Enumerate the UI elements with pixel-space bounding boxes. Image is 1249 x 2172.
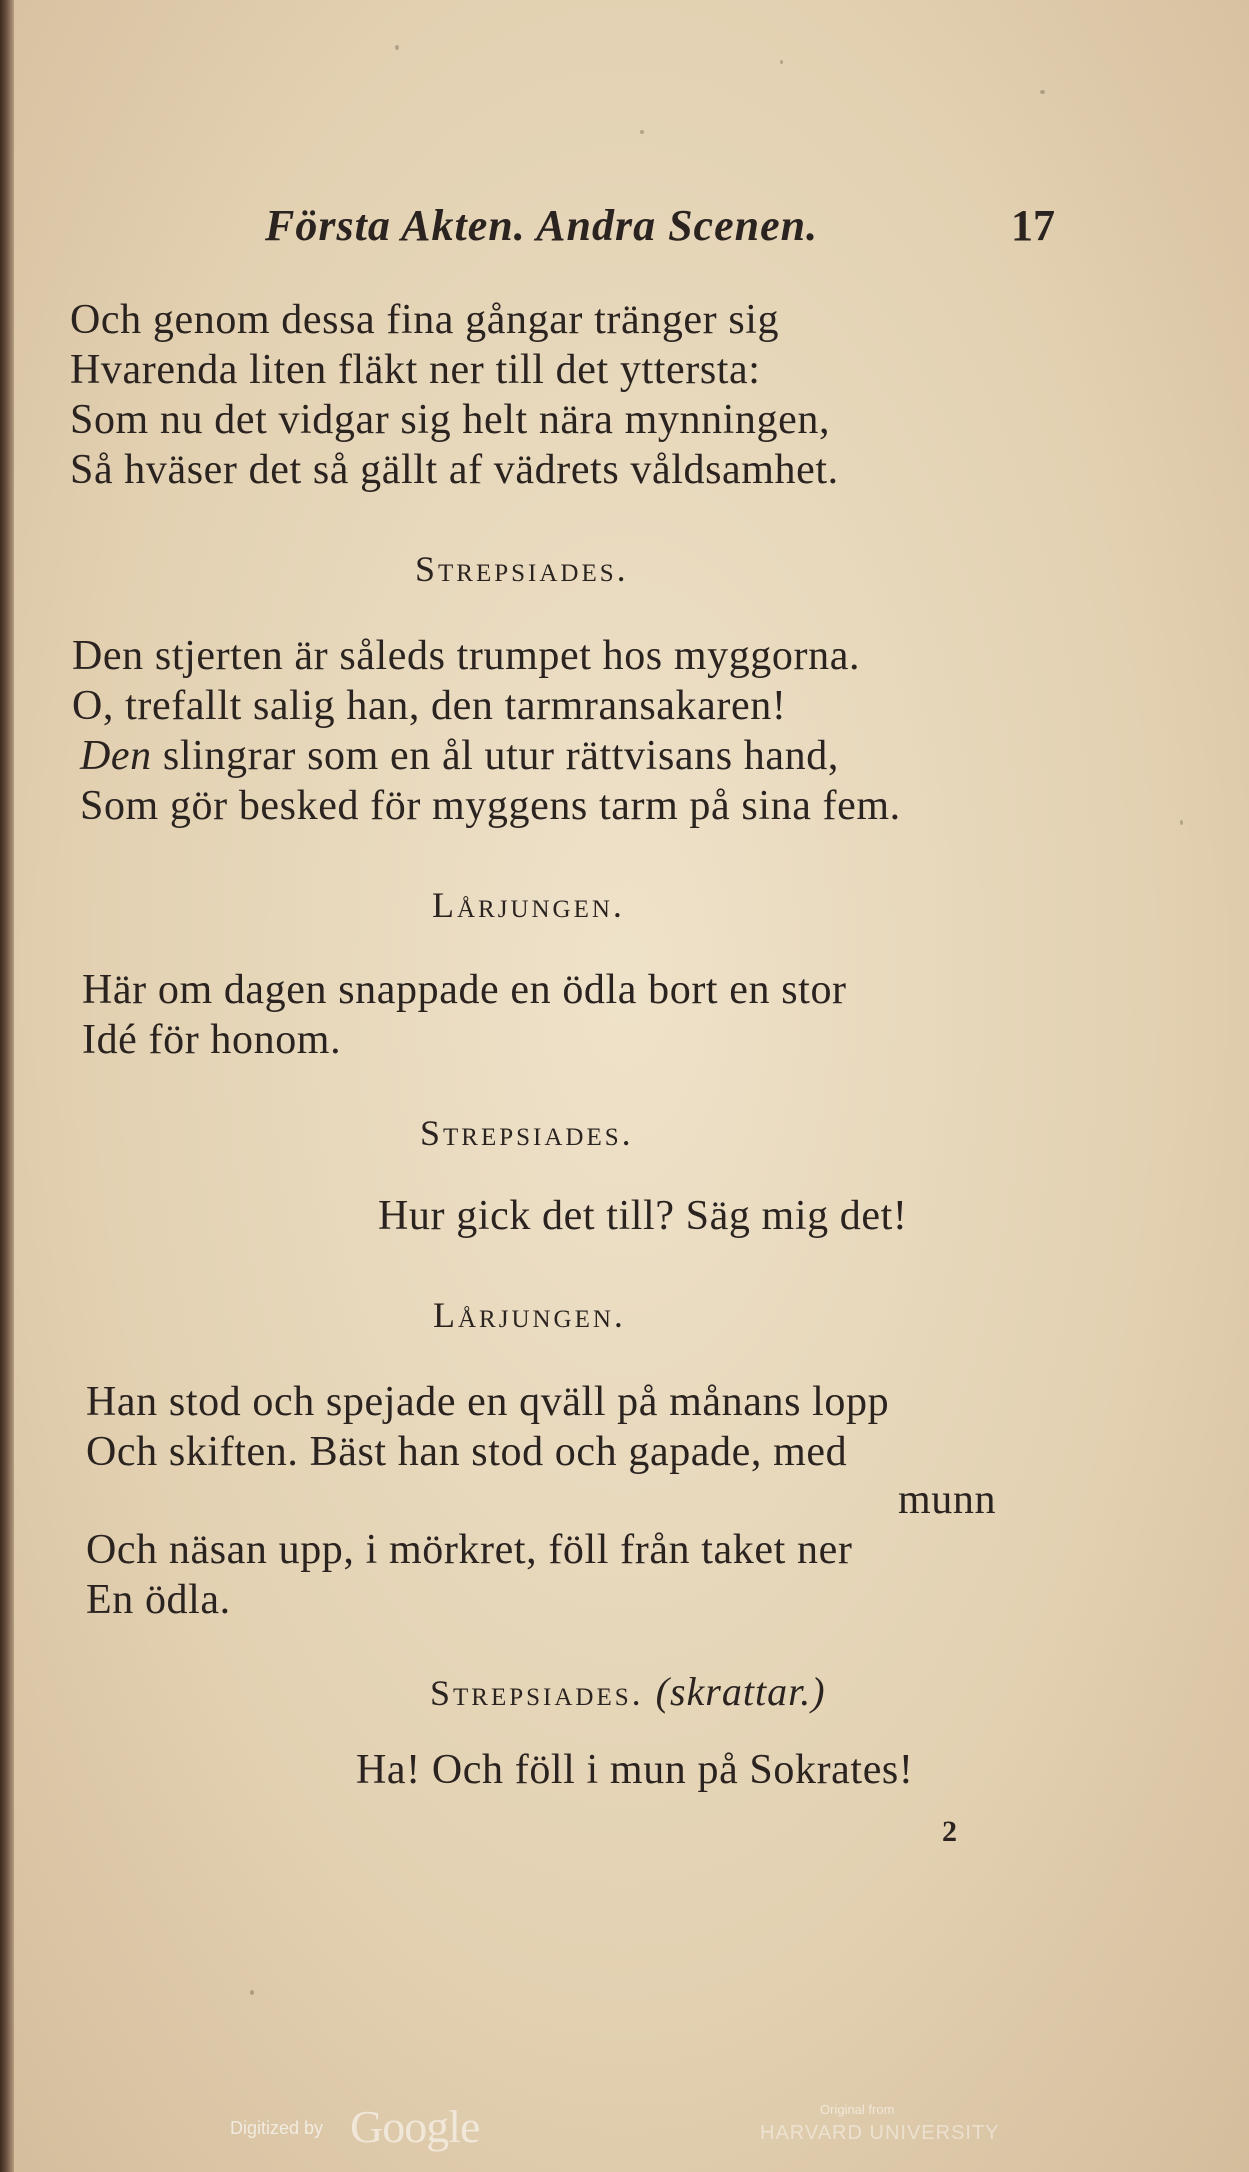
digitization-watermark [230, 2100, 1030, 2160]
verse-line: Här om dagen snappade en ödla bort en stor [82, 967, 847, 1013]
verse-line: Som nu det vidgar sig helt nära mynningen, [70, 397, 831, 443]
verse-line: O, trefallt salig han, den tarmransakaren! [72, 683, 787, 729]
verse-line: Den stjerten är såleds trumpet hos myggorna. [72, 633, 861, 679]
running-header [260, 200, 1060, 260]
paper-speck [1180, 820, 1183, 825]
verse-line-rest: slingrar som en ål utur rättvisans hand, [162, 733, 839, 779]
verse-line: Hur gick det till? Säg mig det! [378, 1193, 908, 1239]
google-logo: Google [350, 2101, 480, 2152]
verse-line: Som gör besked för myggens tarm på sina fem. [80, 783, 901, 829]
institution-label: HARVARD UNIVERSITY [760, 2122, 1000, 2144]
stage-direction: (skrattar.) [655, 1669, 826, 1714]
binding-edge [0, 0, 14, 2172]
emphasized-word: Den [80, 733, 152, 779]
paper-speck [1040, 90, 1045, 94]
verse-line: Han stod och spejade en qväll på månans lopp [86, 1379, 890, 1425]
verse-line: Och genom dessa fina gångar tränger sig [70, 297, 780, 343]
verse-line: En ödla. [86, 1577, 231, 1623]
speaker-heading [430, 1668, 826, 1715]
verse-line: Idé för honom. [82, 1017, 342, 1063]
paper-speck [780, 60, 783, 64]
running-title: Första Akten. Andra Scenen. [265, 201, 819, 250]
paper-speck [395, 45, 399, 50]
verse-line: Hvarenda liten fläkt ner till det yttersta: [70, 347, 761, 393]
page-number: 17 [1011, 201, 1055, 250]
signature-mark: 2 [942, 1815, 957, 1848]
verse-line: Så hväser det så gällt af vädrets våldsamhet. [70, 447, 839, 493]
speaker-heading: Lårjungen. [433, 1295, 626, 1335]
speaker-heading: Strepsiades. [415, 549, 629, 589]
speaker-heading: Lårjungen. [432, 885, 625, 925]
speaker-name: Strepsiades. [430, 1673, 644, 1713]
digitized-by-label: Digitized by [230, 2118, 324, 2138]
speaker-heading: Strepsiades. [420, 1113, 634, 1153]
original-from-label: Original from [820, 2102, 895, 2117]
paper-speck [250, 1990, 254, 1995]
verse-line-overflow: munn [898, 1477, 997, 1523]
verse-line: Och näsan upp, i mörkret, föll från taket ner [86, 1527, 853, 1573]
paper-speck [640, 130, 644, 134]
verse-line [80, 732, 839, 780]
verse-line: Ha! Och föll i mun på Sokrates! [356, 1747, 914, 1793]
verse-line: Och skiften. Bäst han stod och gapade, med [86, 1429, 848, 1475]
